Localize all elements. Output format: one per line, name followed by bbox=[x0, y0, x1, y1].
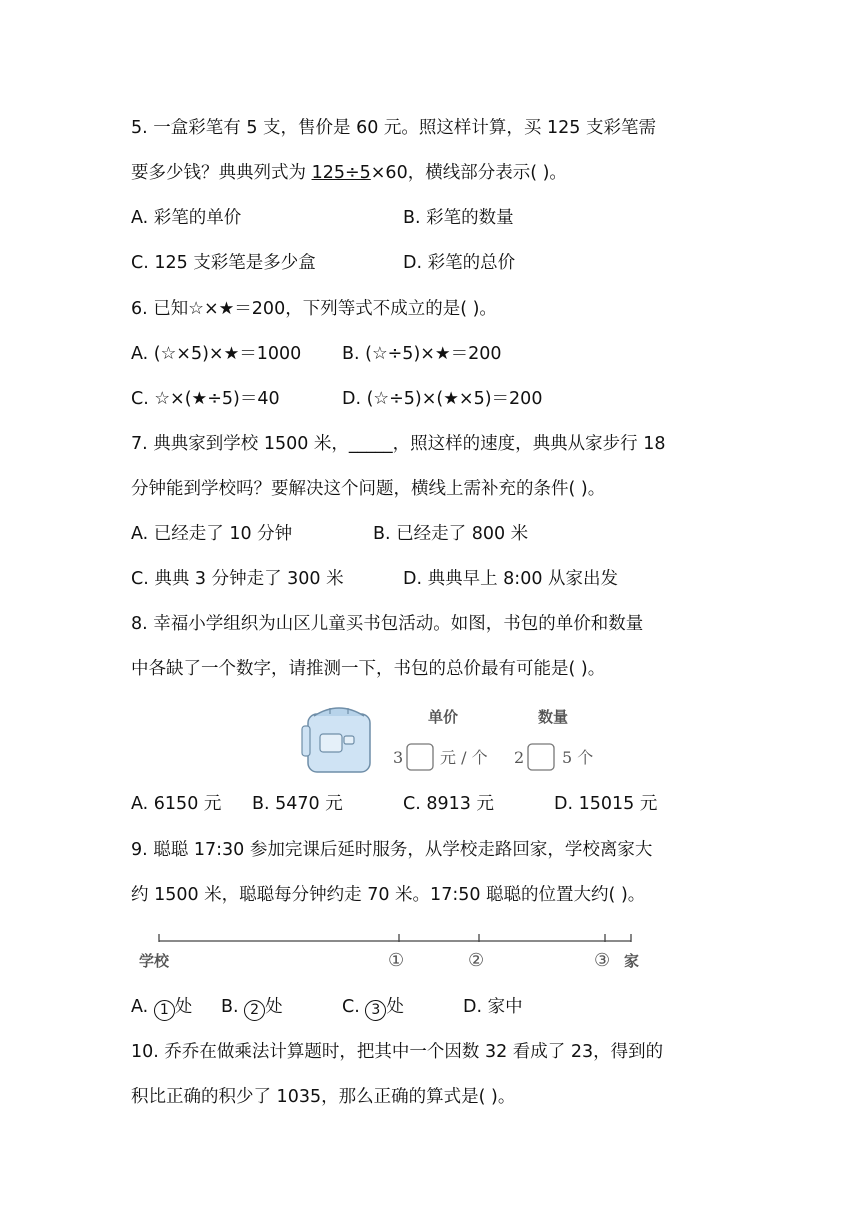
route-line-figure bbox=[131, 926, 651, 976]
q5-option-a: A. 彩笔的单价 bbox=[131, 208, 242, 228]
q5-line1: 5. 一盒彩笔有 5 支，售价是 60 元。照这样计算，买 125 支彩笔需 bbox=[131, 118, 656, 138]
price-unit: 元 / 个 bbox=[440, 748, 488, 767]
backpack-figure bbox=[300, 700, 610, 780]
q6-option-d: D. (☆÷5)×(★×5)＝200 bbox=[342, 389, 543, 409]
q5-line2 bbox=[131, 161, 567, 185]
position-mark-2: ② bbox=[468, 950, 485, 971]
q8-option-b: B. 5470 元 bbox=[252, 794, 343, 814]
q9-option-a-circled-number: 1 bbox=[154, 1000, 175, 1021]
q5-option-c: C. 125 支彩笔是多少盒 bbox=[131, 253, 316, 273]
q9-option-c-text: 处 bbox=[386, 997, 404, 1017]
q8-option-d: D. 15015 元 bbox=[554, 794, 658, 814]
q5-line2-post: ×60，横线部分表示( )。 bbox=[370, 163, 567, 183]
quantity-prefix: 2 bbox=[514, 748, 525, 767]
q9-option-c-circled-number: 3 bbox=[365, 1000, 386, 1021]
q9-option-b-circled-number: 2 bbox=[244, 1000, 265, 1021]
q6-option-a: A. (☆×5)×★＝1000 bbox=[131, 344, 302, 364]
q8-line2: 中各缺了一个数字，请推测一下，书包的总价最有可能是( )。 bbox=[131, 659, 606, 679]
position-mark-3: ③ bbox=[594, 950, 611, 971]
q10-line2: 积比正确的积少了 1035，那么正确的算式是( )。 bbox=[131, 1087, 516, 1107]
position-mark-1: ① bbox=[388, 950, 405, 971]
q6-line1: 6. 已知☆×★＝200，下列等式不成立的是( )。 bbox=[131, 299, 497, 319]
q5-underlined-expression: 125÷5 bbox=[311, 163, 371, 183]
q8-option-a: A. 6150 元 bbox=[131, 794, 222, 814]
q7-option-d: D. 典典早上 8:00 从家出发 bbox=[403, 569, 619, 589]
q6-option-b: B. (☆÷5)×★＝200 bbox=[342, 344, 502, 364]
q9-option-a bbox=[131, 995, 192, 1021]
q7-line2: 分钟能到学校吗？要解决这个问题，横线上需补充的条件( )。 bbox=[131, 479, 606, 499]
school-label: 学校 bbox=[139, 952, 170, 970]
q9-option-a-text: 处 bbox=[174, 997, 193, 1017]
home-label: 家 bbox=[624, 952, 640, 970]
q5-option-b: B. 彩笔的数量 bbox=[403, 208, 514, 228]
q5-option-d: D. 彩笔的总价 bbox=[403, 253, 516, 273]
backpack-icon bbox=[302, 708, 370, 772]
q9-option-c bbox=[342, 995, 404, 1021]
q9-line2: 约 1500 米，聪聪每分钟约走 70 米。17:50 聪聪的位置大约( )。 bbox=[131, 885, 646, 905]
q9-option-b bbox=[221, 995, 283, 1021]
price-prefix: 3 bbox=[393, 748, 404, 767]
q9-option-d: D. 家中 bbox=[463, 997, 523, 1017]
quantity-header: 数量 bbox=[538, 708, 569, 726]
q8-line1: 8. 幸福小学组织为山区儿童买书包活动。如图，书包的单价和数量 bbox=[131, 614, 644, 634]
q9-option-c-letter: C. bbox=[342, 997, 366, 1017]
q7-option-c: C. 典典 3 分钟走了 300 米 bbox=[131, 569, 344, 589]
price-header: 单价 bbox=[428, 708, 459, 726]
q5-line2-pre: 要多少钱？典典列式为 bbox=[131, 163, 312, 183]
q6-option-c: C. ☆×(★÷5)＝40 bbox=[131, 389, 280, 409]
q9-line1: 9. 聪聪 17:30 参加完课后延时服务，从学校走路回家，学校离家大 bbox=[131, 840, 653, 860]
price-missing-digit-box bbox=[407, 744, 433, 770]
q7-line1: 7. 典典家到学校 1500 米，_____，照这样的速度，典典从家步行 18 bbox=[131, 434, 666, 454]
q7-option-b: B. 已经走了 800 米 bbox=[373, 524, 529, 544]
q9-option-b-text: 处 bbox=[265, 997, 283, 1017]
q8-option-c: C. 8913 元 bbox=[403, 794, 494, 814]
q10-line1: 10. 乔乔在做乘法计算题时，把其中一个因数 32 看成了 23，得到的 bbox=[131, 1042, 664, 1062]
q9-option-a-letter: A. bbox=[131, 997, 154, 1017]
quantity-missing-digit-box bbox=[528, 744, 554, 770]
quantity-suffix: 5 个 bbox=[562, 748, 594, 767]
q7-option-a: A. 已经走了 10 分钟 bbox=[131, 524, 293, 544]
q9-option-b-letter: B. bbox=[221, 997, 245, 1017]
